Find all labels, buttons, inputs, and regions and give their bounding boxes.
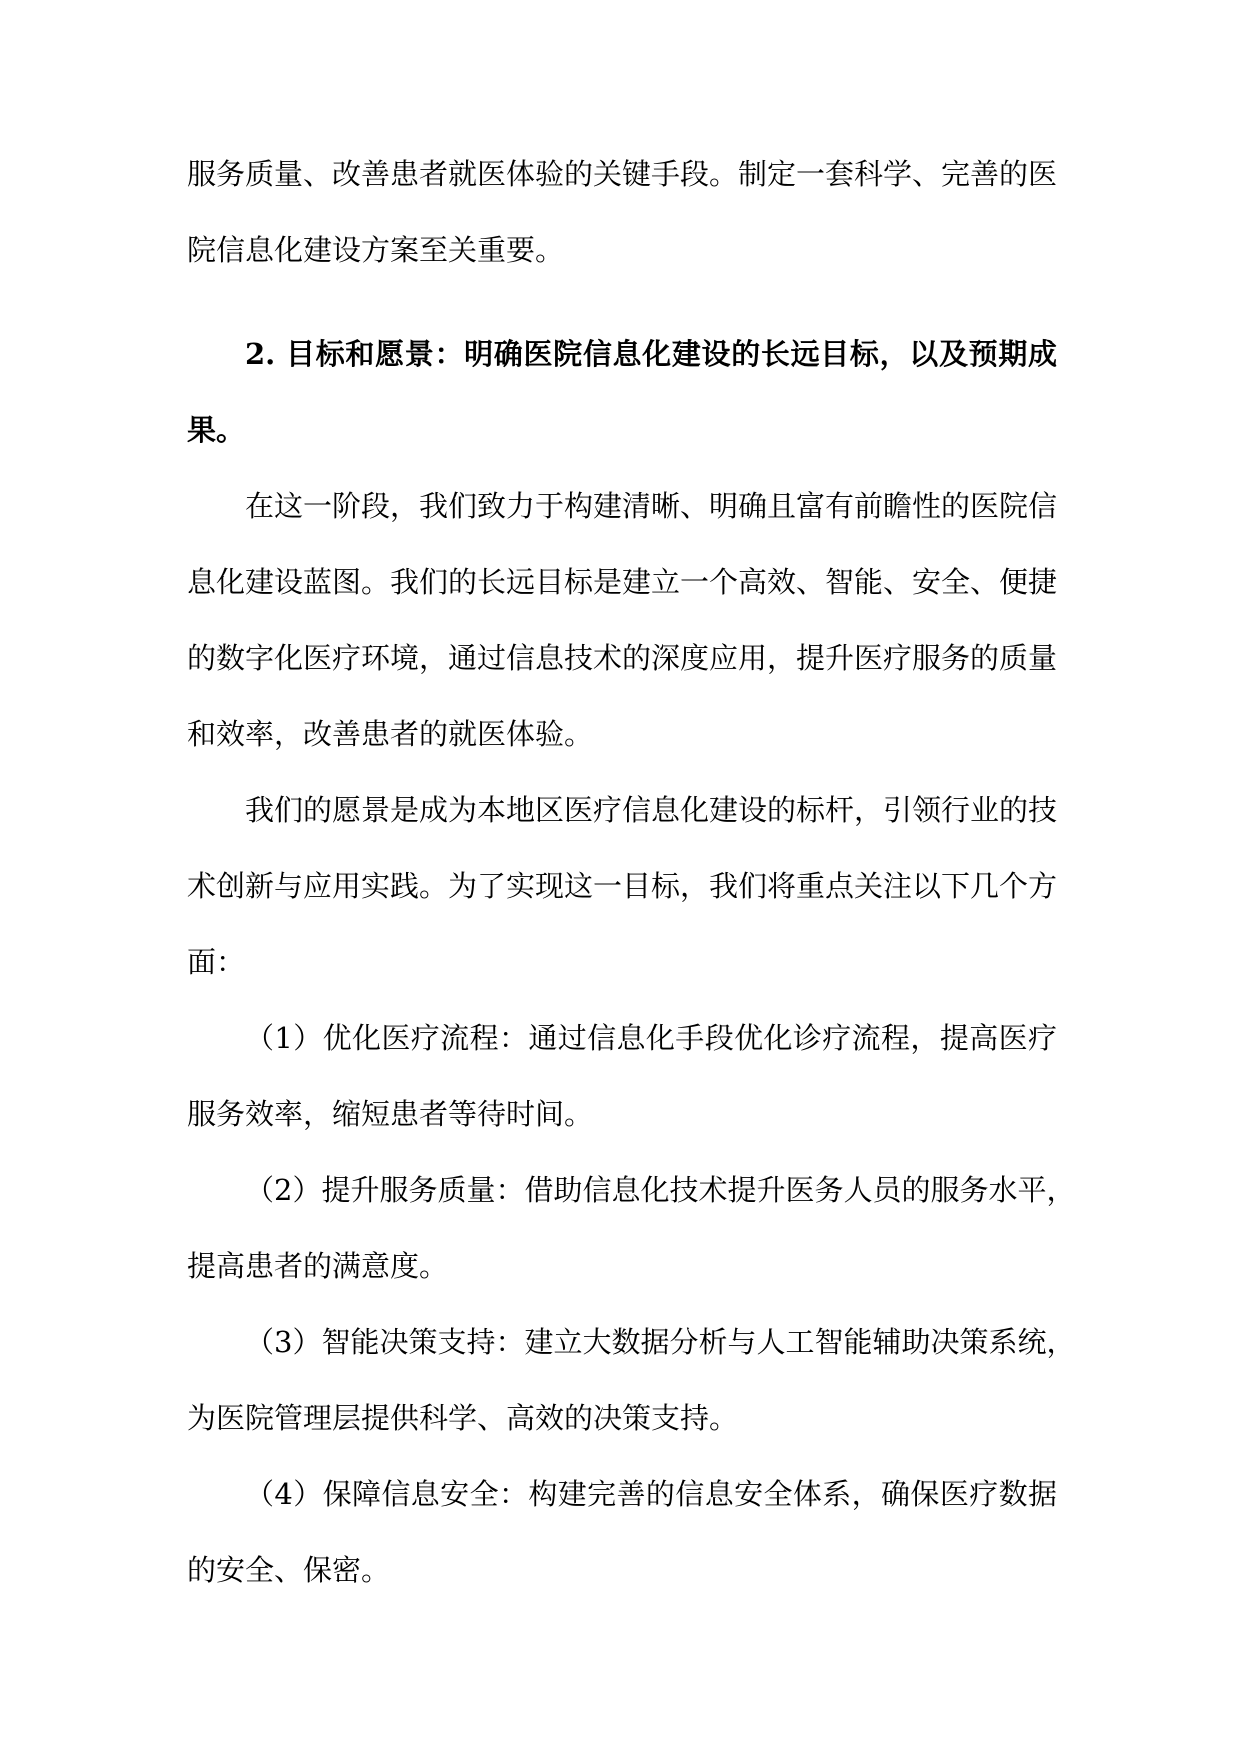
list-item-line: 为医院管理层提供科学、高效的决策支持。: [187, 1401, 739, 1435]
paragraph-line: 我们的愿景是成为本地区医疗信息化建设的标杆，引领行业的技: [245, 793, 1058, 827]
paragraph-line: 的数字化医疗环境，通过信息技术的深度应用，提升医疗服务的质量: [187, 641, 1058, 675]
paragraph-line: 面：: [187, 945, 246, 979]
list-item-line: （2）提升服务质量：借助信息化技术提升医务人员的服务水平，: [245, 1173, 1076, 1207]
focus-item-3: [187, 1304, 1076, 1456]
paragraph-line: 在这一阶段，我们致力于构建清晰、明确且富有前瞻性的医院信: [245, 489, 1058, 523]
paragraph-line: 院信息化建设方案至关重要。: [187, 233, 565, 267]
goal-paragraph: [187, 468, 1057, 772]
list-item-line: 提高患者的满意度。: [187, 1249, 449, 1283]
paragraph-line: 息化建设蓝图。我们的长远目标是建立一个高效、智能、安全、便捷: [187, 565, 1058, 599]
focus-item-1: [187, 1000, 1057, 1152]
focus-item-2: [187, 1152, 1076, 1304]
paragraph-line: 术创新与应用实践。为了实现这一目标，我们将重点关注以下几个方: [187, 869, 1058, 903]
heading-line: 2. 目标和愿景：明确医院信息化建设的长远目标，以及预期成: [245, 337, 1057, 371]
document-body: [187, 136, 1076, 1608]
focus-item-4: [187, 1456, 1057, 1608]
list-item-line: 服务效率，缩短患者等待时间。: [187, 1097, 594, 1131]
vision-paragraph: [187, 772, 1057, 1000]
list-item-line: 的安全、保密。: [187, 1553, 391, 1587]
list-item-line: （1）优化医疗流程：通过信息化手段优化诊疗流程，提高医疗: [245, 1021, 1057, 1055]
list-item-line: （3）智能决策支持：建立大数据分析与人工智能辅助决策系统，: [245, 1325, 1076, 1359]
list-item-line: （4）保障信息安全：构建完善的信息安全体系，确保医疗数据: [245, 1477, 1057, 1511]
section-heading: [187, 316, 1057, 468]
heading-line: 果。: [187, 413, 246, 447]
paragraph-line: 服务质量、改善患者就医体验的关键手段。制定一套科学、完善的医: [187, 157, 1058, 191]
intro-paragraph: [187, 136, 1057, 288]
paragraph-line: 和效率，改善患者的就医体验。: [187, 717, 594, 751]
